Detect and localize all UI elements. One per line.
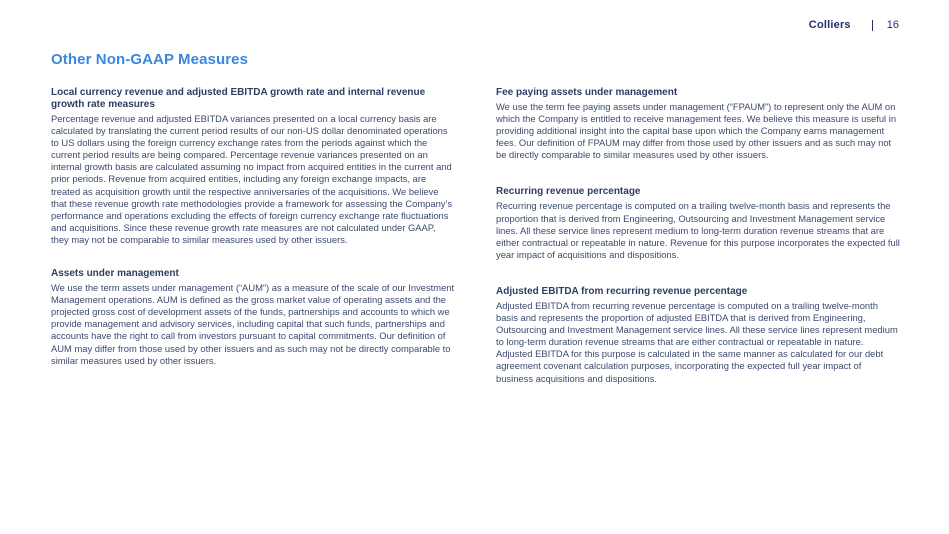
page-title: Other Non-GAAP Measures	[51, 51, 249, 68]
left-column	[51, 87, 455, 367]
section-local-currency-growth	[51, 87, 455, 246]
section-heading: Recurring revenue percentage	[496, 186, 641, 198]
section-body: Recurring revenue percentage is computed on a trailing twelve-month basis and represents the proportion that is derived from Engineering, Outsourcing and Investment Management service lines. All these service lines represent medium to long-term duration revenue streams that are either contractual or repeatable in nature. Revenue for this purpose incorporates the expected full year impact of acquisitions and dispositions.	[496, 200, 900, 260]
section-fee-paying-aum	[496, 87, 900, 161]
section-heading: Local currency revenue and adjusted EBITDA growth rate and internal revenue growth rate measures	[51, 87, 426, 110]
section-body: Percentage revenue and adjusted EBITDA variances presented on a local currency basis are calculated by translating the current period results of our non-US dollar denominated operations to US dollars using the foreign currency exchange rates from the periods against which the current period results are being compared. Percentage revenue variances presented on an internal growth basis are calculated assuming no impact from acquired entities in the current and prior periods. Revenue from acquired entities, including any foreign exchange impacts, are treated as acquisition growth until the respective anniversaries of the acquisitions. We believe that these revenue growth rate methodologies provide a framework for assessing the Company’s performance and operations excluding the effects of foreign currency exchange rate fluctuations and acquisitions. Since these revenue growth rate measures are not calculated under GAAP, they may not be comparable to similar measures used by other issuers.	[51, 113, 453, 245]
section-body: We use the term fee paying assets under management (“FPAUM”) to represent only the AUM on which the Company is entitled to receive management fees. We believe this measure is useful in providing additional insight into the capital base upon which the Company earns management fees. Our definition of FPAUM may differ from those used by other issuers and as such may not be directly comparable to similar measures used by other issuers.	[496, 101, 897, 161]
section-recurring-revenue	[496, 186, 900, 260]
brand-name: Colliers	[808, 19, 851, 31]
header-divider	[872, 20, 873, 31]
page-header	[809, 19, 899, 31]
page-number: 16	[886, 19, 899, 31]
section-body: We use the term assets under management (“AUM”) as a measure of the scale of our Investment Management operations. AUM is defined as the gross market value of operating assets and the projected gross cost of development assets of the funds, partnerships and accounts to which we provide management and advisory services, including capital that such funds, partnerships and accounts have the right to call from investors pursuant to capital commitments. Our definition of AUM may differ from those used by other issuers and as such may not be directly comparable to similar measures used by other issuers.	[51, 282, 455, 366]
section-assets-under-management	[51, 268, 455, 367]
section-heading: Assets under management	[51, 268, 179, 280]
section-heading: Fee paying assets under management	[496, 87, 678, 98]
section-heading: Adjusted EBITDA from recurring revenue percentage	[496, 285, 748, 297]
right-column	[496, 87, 900, 385]
section-adjusted-ebitda-recurring	[496, 286, 900, 385]
section-body: Adjusted EBITDA from recurring revenue percentage is computed on a trailing twelve-month basis and represents the proportion of adjusted EBITDA that is derived from Engineering, Outsourcing and Investment Management service lines. All these service lines represent medium to long-term duration revenue streams that are either contractual or repeatable in nature. Adjusted EBITDA for this purpose is calculated in the same manner as calculated for our debt agreement covenant calculation purposes, incorporating the expected full year impact of business acquisitions and dispositions.	[496, 299, 898, 384]
